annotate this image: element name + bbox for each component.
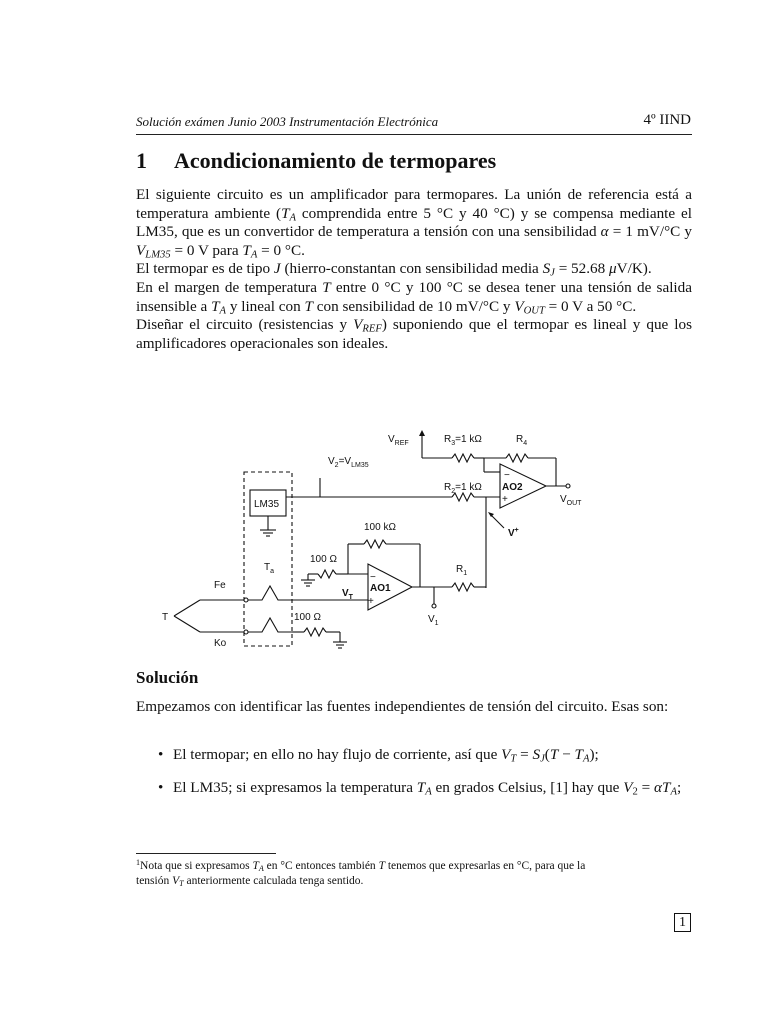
thermocouple-amplifier-circuit — [136, 420, 616, 660]
paragraph-3: En el margen de temperatura T entre 0 °C y 100 °C se desea tener una tensión de salida insensible a $T_A$ y lineal con T con sensibilidad de 10 mV/°C y $V_{OUT} = 0$ V a 50 °C. — [136, 278, 692, 317]
paragraph-4: Diseñar el circuito (resistencias y $V_{REF}$) suponiendo que el termopar es lineal y que los amplificadores operacionales son ideales. — [136, 316, 692, 352]
problem-statement — [136, 186, 692, 353]
tc-wire-fe-junction — [174, 600, 200, 616]
v2-label: $V_2=V_{LM35}$ — [328, 456, 369, 469]
r100a-resistor — [318, 570, 336, 578]
r100b-resistor — [304, 628, 326, 636]
ko-reference-junction — [248, 618, 292, 632]
solution-list — [136, 746, 692, 811]
ta-label: $T_a$ — [264, 562, 275, 575]
bullet: • — [158, 746, 164, 763]
ao1-label: AO1 — [370, 583, 391, 594]
vplus-label: V+ — [508, 527, 519, 539]
vt-label: $V_T$ — [342, 588, 353, 601]
r4-resistor — [506, 454, 528, 462]
footnote: $^1$Nota que si expresamos $T_A$ en °C entonces también T tenemos que expresarlas en °C, para que la tensión $V_T$ anteriormente calculada tenga sentido. — [136, 857, 586, 888]
r2-resistor — [452, 493, 474, 501]
vout-label: $V_{OUT}$ — [560, 494, 582, 507]
vref-label: $V_{REF}$ — [388, 434, 409, 447]
ao1-plus-sign: + — [368, 596, 374, 607]
page-number: 1 — [674, 913, 691, 932]
ao2-plus-sign: + — [502, 494, 508, 505]
fe-reference-junction — [248, 586, 292, 600]
r1-label: $R_1$ — [456, 564, 468, 577]
r2-label: $R_2=1$ kΩ — [444, 482, 482, 495]
solution-intro: Empezamos con identificar las fuentes independientes de tensión del circuito. Esas son: — [136, 698, 669, 715]
r1-resistor — [452, 583, 474, 591]
section-number: 1 — [136, 148, 147, 173]
tc-wire-ko-junction — [174, 616, 200, 632]
vplus-pointer — [490, 514, 504, 528]
header-rule — [136, 134, 692, 135]
vplus-pointer-head — [488, 512, 494, 517]
list-item: • El LM35; si expresamos la temperatura $T_A$ en grados Celsius, [1] hay que $V_2 = \alpha T_A$; — [158, 778, 682, 798]
paragraph-2: El termopar es de tipo J (hierro-constantan con sensibilidad media $S_J = 52.68$ μV/K). — [136, 260, 652, 280]
junction-t-label: T — [162, 612, 169, 623]
r100k-label: 100 kΩ — [364, 522, 396, 533]
section-title: Acondicionamiento de termopares — [174, 148, 497, 173]
v1-terminal — [432, 604, 436, 608]
ko-terminal — [244, 630, 248, 634]
r3-label: $R_3=1$ kΩ — [444, 434, 482, 447]
r4-label: $R_4$ — [516, 434, 528, 447]
fe-label: Fe — [214, 580, 226, 591]
r100b-label: 100 Ω — [294, 612, 321, 623]
r3-resistor — [452, 454, 474, 462]
running-header-title: Solución exámen Junio 2003 Instrumentación Electrónica — [136, 114, 439, 129]
ao1-minus-sign: − — [370, 572, 376, 583]
paragraph-1: El siguiente circuito es un amplificador para termopares. La unión de referencia está a temperatura ambiente ($T_A$ comprendida entre 5 °C y 40 °C) y se compensa mediante el LM35, que es un convertidor de temperatura a tensión con una sensibilidad α = 1 mV/°C y $V_{LM35} = 0$ V para $T_A = 0$ °C. — [136, 186, 692, 261]
footnote-mark: 1 — [136, 857, 141, 867]
footnote-rule — [136, 853, 276, 854]
v1-label: $V_1$ — [428, 614, 439, 627]
section-heading — [136, 148, 496, 174]
solution-heading: Solución — [136, 668, 199, 687]
fe-terminal — [244, 598, 248, 602]
vout-terminal — [566, 484, 570, 488]
list-item: • El termopar; en ello no hay flujo de corriente, así que $V_T = S_J(T - T_A)$; — [158, 746, 599, 765]
bullet: • — [158, 778, 164, 796]
r100a-label: 100 Ω — [310, 554, 337, 565]
ko-label: Ko — [214, 638, 227, 649]
r100k-resistor — [364, 540, 386, 548]
lm35-label: LM35 — [254, 499, 280, 510]
ao2-label: AO2 — [502, 482, 523, 493]
running-header-course: 4º IIND — [643, 112, 691, 128]
ao2-minus-sign: − — [504, 470, 510, 481]
vref-arrow — [419, 430, 425, 436]
